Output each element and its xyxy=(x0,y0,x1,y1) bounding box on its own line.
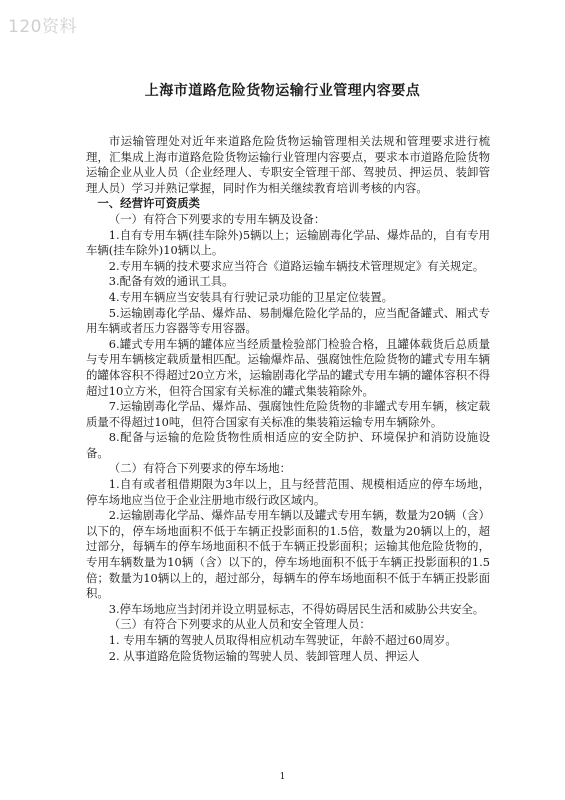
list-item: 3.停车场地应当封闭并设立明显标志，不得妨碍居民生活和威胁公共安全。 xyxy=(108,601,485,616)
list-item: 5.运输剧毒化学品、爆炸品、易制爆危险化学品的，应当配备罐式、厢式专用车辆或者压力容器等专用容器。 xyxy=(86,305,490,336)
list-item: 7.运输剧毒化学品、爆炸品、强腐蚀性危险货物的非罐式专用车辆，核定载质量不得超过10吨，但符合国家有关标准的集装箱运输专用车辆除外。 xyxy=(86,399,490,429)
list-item: 3.配备有效的通讯工具。 xyxy=(108,274,234,289)
subsection-heading: （二）有符合下列要求的停车场地： xyxy=(108,461,292,476)
page-title: 上海市道路危险货物运输行业管理内容要点 xyxy=(144,83,421,99)
list-item: 2.运输剧毒化学品、爆炸品专用车辆以及罐式专用车辆，数量为20辆（含）以下的，停车场地面积不低于车辆正投影面积的1.5倍，数量为20辆以上的，超过部分，每辆车的停车场地面积不低于车辆正投影面积；运输其他危险货物的，专用车辆数量为10辆（含）以下的，停车场地面积不低于车辆正投影面积的1.5倍；数量为10辆以上的，超过部分，每辆车的停车场地面积不低于车辆正投影面积。 xyxy=(86,508,490,601)
intro-paragraph: 市运输管理处对近年来道路危险货物运输管理相关法规和管理要求进行梳理，汇集成上海市道路危险货物运输行业管理内容要点，要求本市道路危险货物运输企业从业人员（企业经理人、专职安全管理干部、驾驶员、押运员、装卸管理人员）学习并熟记掌握，同时作为相关继续教育培训考核的内容。 xyxy=(86,134,490,195)
list-item: 8.配备与运输的危险货物性质相适应的安全防护、环境保护和消防设施设备。 xyxy=(86,430,490,460)
list-item: 1.自有专用车辆(挂车除外)5辆以上；运输剧毒化学品、爆炸品的，自有专用车辆(挂车除外)10辆以上。 xyxy=(86,227,490,258)
list-item: 6.罐式专用车辆的罐体应当经质量检验部门检验合格，且罐体载货后总质量与专用车辆核定载质量相匹配。运输爆炸品、强腐蚀性危险货物的罐式专用车辆的罐体容积不得超过20立方米，运输剧毒化学品的罐式专用车辆的罐体容积不得超过10立方米，但符合国家有关标准的罐式集装箱除外。 xyxy=(86,336,490,398)
section-heading: 一、经营许可资质类 xyxy=(97,196,200,211)
page-number: 1 xyxy=(279,772,286,782)
document-body xyxy=(86,118,490,664)
list-item: 1.自有或者租借期限为3年以上，且与经营范围、规模相适应的停车场地，停车场地应当位于企业注册地市级行政区域内。 xyxy=(86,477,490,507)
subsection-heading: （一）有符合下列要求的专用车辆及设备： xyxy=(108,211,326,226)
subsection-heading: （三）有符合下列要求的从业人员和安全管理人员： xyxy=(108,617,371,632)
watermark-logo: 120资料 xyxy=(8,17,77,37)
list-item: 2.专用车辆的技术要求应当符合《道路运输车辆技术管理规定》有关规定。 xyxy=(108,258,485,273)
list-item: 2. 从事道路危险货物运输的驾驶人员、装卸管理人员、押运人 xyxy=(108,648,420,663)
list-item: 4.专用车辆应当安装具有行驶记录功能的卫星定位装置。 xyxy=(108,289,394,304)
list-item: 1. 专用车辆的驾驶人员取得相应机动车驾驶证，年龄不超过60周岁。 xyxy=(108,633,457,647)
